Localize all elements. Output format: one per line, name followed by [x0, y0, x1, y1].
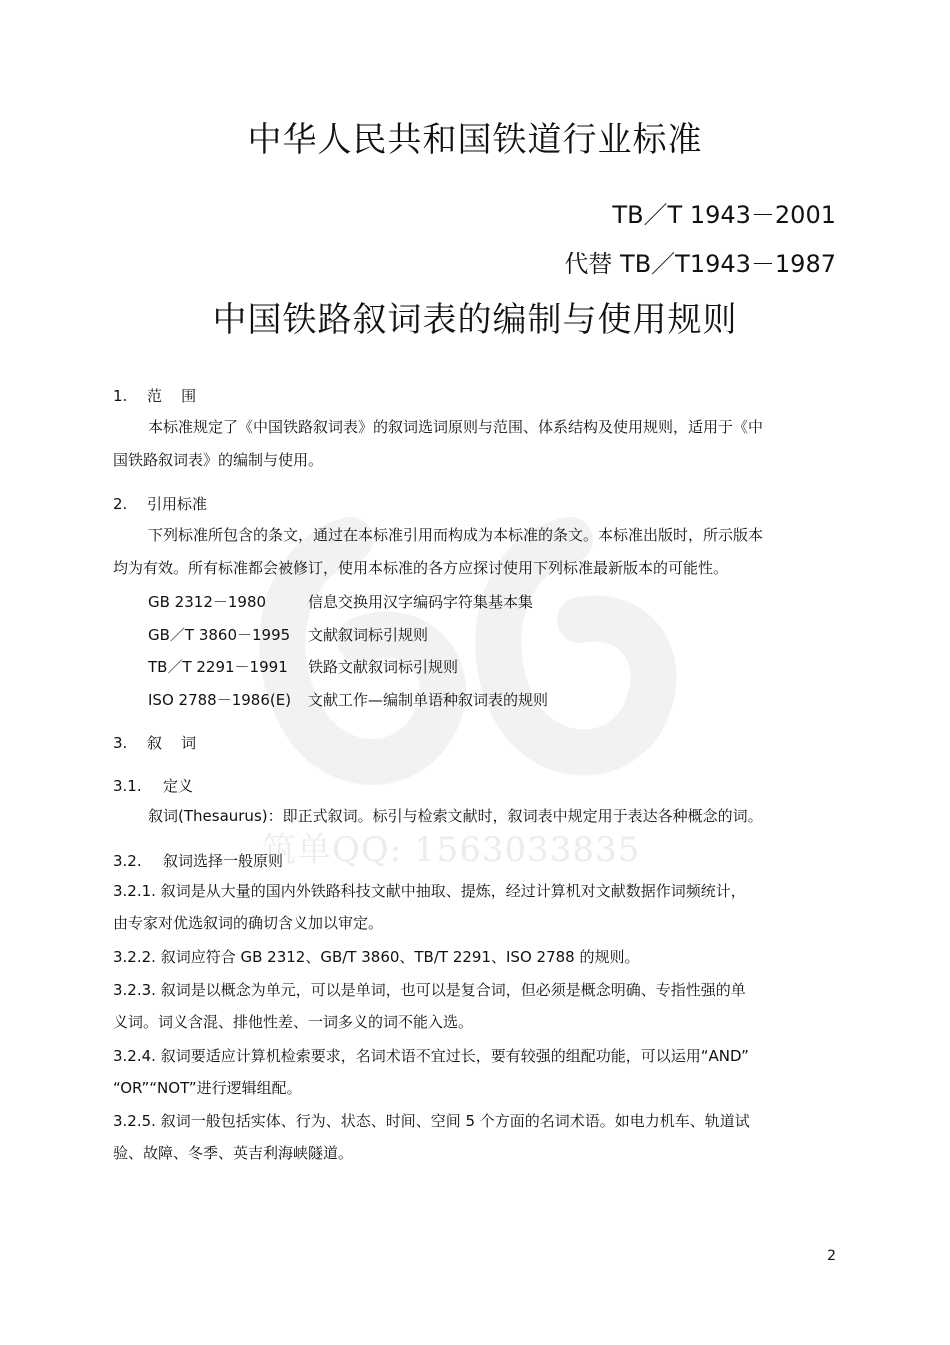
clause-3-2-1-line2: 由专家对优选叙词的确切含义加以审定。 — [113, 914, 384, 932]
section-title: 叙 词 — [147, 734, 197, 752]
clause-3-2-4-line1: 3.2.4. 叙词要适应计算机检索要求，名词术语不宜过长，要有较强的组配功能，可以运用“AND” — [113, 1047, 749, 1065]
section-title: 定义 — [163, 777, 194, 795]
section-number: 2. — [113, 495, 128, 513]
section-number: 3.2. — [113, 852, 142, 870]
clause-3-2-1-line1: 3.2.1. 叙词是从大量的国内外铁路科技文献中抽取、提炼，经过计算机对文献数据作词频统计， — [113, 882, 746, 900]
section-2-paragraph-line1: 下列标准所包含的条文，通过在本标准引用而构成为本标准的条文。本标准出版时，所示版本 — [148, 526, 764, 544]
section-3-heading — [113, 732, 196, 753]
reference-description: 信息交换用汉字编码字符集基本集 — [308, 593, 534, 611]
replaces-number: 代替 TB／T1943－1987 — [564, 250, 836, 278]
section-2-heading — [113, 493, 207, 514]
standard-number: TB／T 1943－2001 — [612, 201, 836, 229]
section-number: 1. — [113, 387, 128, 405]
section-title: 叙词选择一般原则 — [163, 852, 284, 870]
reference-description: 文献叙词标引规则 — [308, 626, 429, 644]
section-1-paragraph-line1: 本标准规定了《中国铁路叙词表》的叙词选词原则与范围、体系结构及使用规则，适用于《中 — [148, 418, 764, 436]
section-3-1-heading — [113, 775, 193, 796]
page-number: 2 — [827, 1248, 836, 1264]
section-title: 引用标准 — [147, 495, 208, 513]
watermark-text: 筑单QQ: 1563033835 — [262, 830, 641, 870]
section-number: 3. — [113, 734, 128, 752]
section-3-1-paragraph: 叙词(Thesaurus)：即正式叙词。标引与检索文献时，叙词表中规定用于表达各种概念的词。 — [148, 807, 763, 825]
document-title: 中国铁路叙词表的编制与使用规则 — [212, 300, 738, 340]
standard-heading: 中华人民共和国铁道行业标准 — [247, 120, 703, 160]
section-2-paragraph-line2: 均为有效。所有标准都会被修订，使用本标准的各方应探讨使用下列标准最新版本的可能性。 — [113, 559, 729, 577]
clause-3-2-4-line2: “OR”“NOT”进行逻辑组配。 — [113, 1079, 302, 1097]
section-3-2-heading — [113, 850, 283, 871]
clause-3-2-5-line1: 3.2.5. 叙词一般包括实体、行为、状态、时间、空间 5 个方面的名词术语。如电力机车、轨道试 — [113, 1112, 750, 1130]
section-1-paragraph-line2: 国铁路叙词表》的编制与使用。 — [113, 451, 324, 469]
section-number: 3.1. — [113, 777, 142, 795]
clause-3-2-3-line2: 义词。词义含混、排他性差、一词多义的词不能入选。 — [113, 1013, 474, 1031]
reference-code: ISO 2788－1986(E) — [148, 691, 292, 709]
section-title: 范 围 — [147, 387, 197, 405]
reference-description: 文献工作—编制单语种叙词表的规则 — [308, 691, 549, 709]
reference-code: GB／T 3860－1995 — [148, 626, 291, 644]
section-1-heading — [113, 385, 196, 406]
clause-3-2-2-line1: 3.2.2. 叙词应符合 GB 2312、GB/T 3860、TB/T 2291、ISO 2788 的规则。 — [113, 948, 640, 966]
reference-code: GB 2312－1980 — [148, 593, 267, 611]
reference-code: TB／T 2291－1991 — [148, 658, 288, 676]
clause-3-2-3-line1: 3.2.3. 叙词是以概念为单元，可以是单词，也可以是复合词，但必须是概念明确、专指性强的单 — [113, 981, 746, 999]
clause-3-2-5-line2: 验、故障、冬季、英吉利海峡隧道。 — [113, 1144, 354, 1162]
reference-description: 铁路文献叙词标引规则 — [308, 658, 459, 676]
